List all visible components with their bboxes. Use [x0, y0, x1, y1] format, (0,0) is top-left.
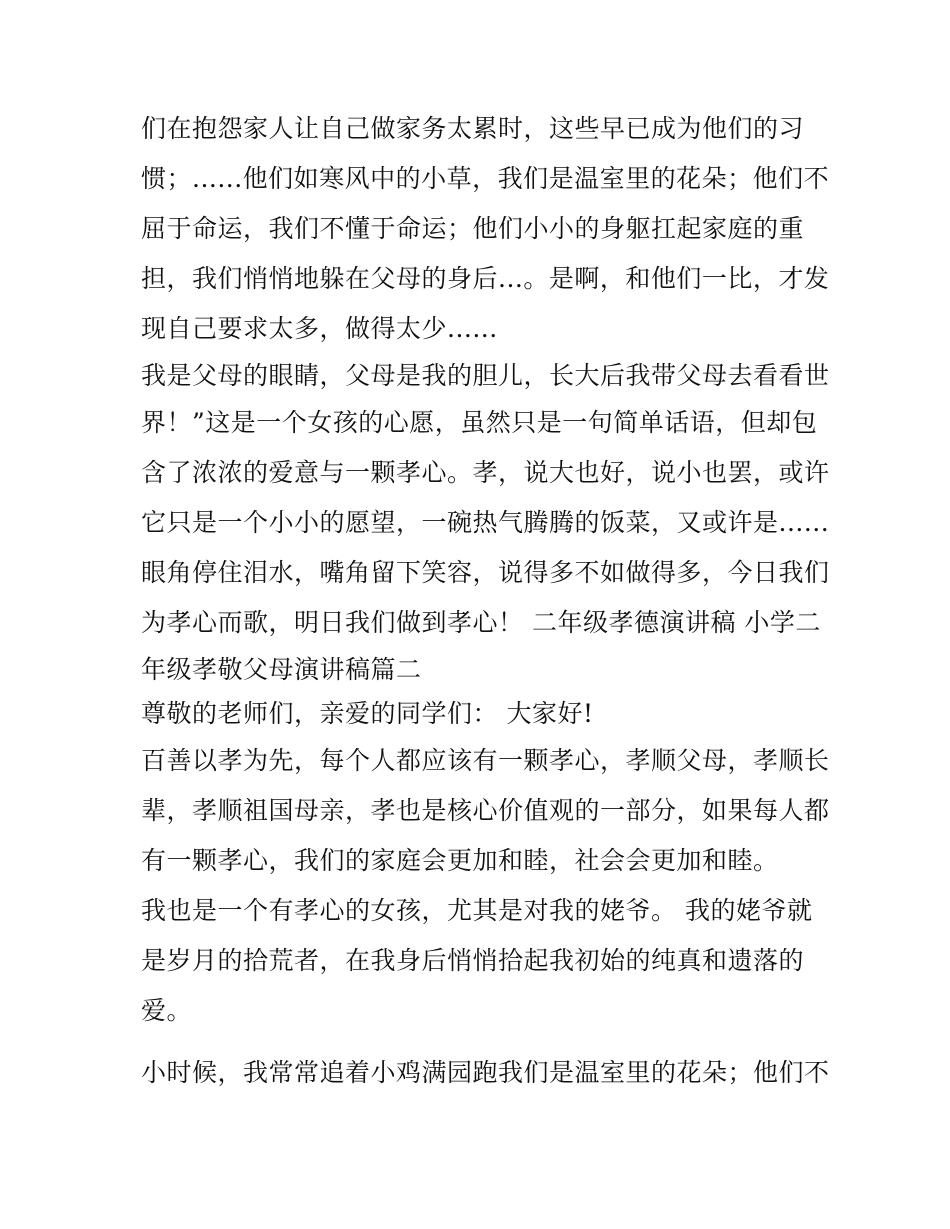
- text-line: 现自己要求太多，做得太少......: [141, 314, 498, 343]
- text-line: 爱。: [141, 996, 193, 1025]
- text-line: 惯；......他们如寒风中的小草，我们是温室里的花朵；他们不: [141, 164, 830, 193]
- text-line: 年级孝敬父母演讲稿篇二: [141, 655, 422, 684]
- text-line: 们在抱怨家人让自己做家务太累时，这些早已成为他们的习: [141, 114, 805, 143]
- text-line: 它只是一个小小的愿望，一碗热气腾腾的饭菜，又或许是......: [141, 508, 830, 537]
- text-line: 有一颗孝心，我们的家庭会更加和睦，社会会更加和睦。: [141, 846, 779, 875]
- text-line: 眼角停住泪水，嘴角留下笑容，说得多不如做得多，今日我们: [141, 558, 830, 587]
- text-line: 含了浓浓的爱意与一颗孝心。孝，说大也好，说小也罢，或许: [141, 458, 830, 487]
- text-line: 界！”这是一个女孩的心愿，虽然只是一句简单话语，但却包: [141, 408, 818, 437]
- text-line: 我是父母的眼睛，父母是我的胆儿，长大后我带父母去看看世: [141, 361, 830, 390]
- text-line: 我也是一个有孝心的女孩，尤其是对我的姥爷。 我的姥爷就: [141, 896, 813, 925]
- text-line: 尊敬的老师们，亲爱的同学们： 大家好!: [141, 699, 594, 728]
- text-line: 百善以孝为先，每个人都应该有一颗孝心，孝顺父母，孝顺长: [141, 746, 830, 775]
- text-line: 是岁月的拾荒者，在我身后悄悄拾起我初始的纯真和遗落的: [141, 946, 805, 975]
- document-body: [141, 104, 830, 1098]
- text-line: 小时候，我常常追着小鸡满园跑我们是温室里的花朵；他们不: [141, 1058, 830, 1087]
- text-line: 辈，孝顺祖国母亲，孝也是核心价值观的一部分，如果每人都: [141, 796, 830, 825]
- text-line: 担，我们悄悄地躲在父母的身后...。是啊，和他们一比，才发: [141, 264, 830, 293]
- text-line: 为孝心而歌，明日我们做到孝心！ 二年级孝德演讲稿 小学二: [141, 608, 821, 637]
- text-line: 屈于命运，我们不懂于命运；他们小小的身躯扛起家庭的重: [141, 214, 805, 243]
